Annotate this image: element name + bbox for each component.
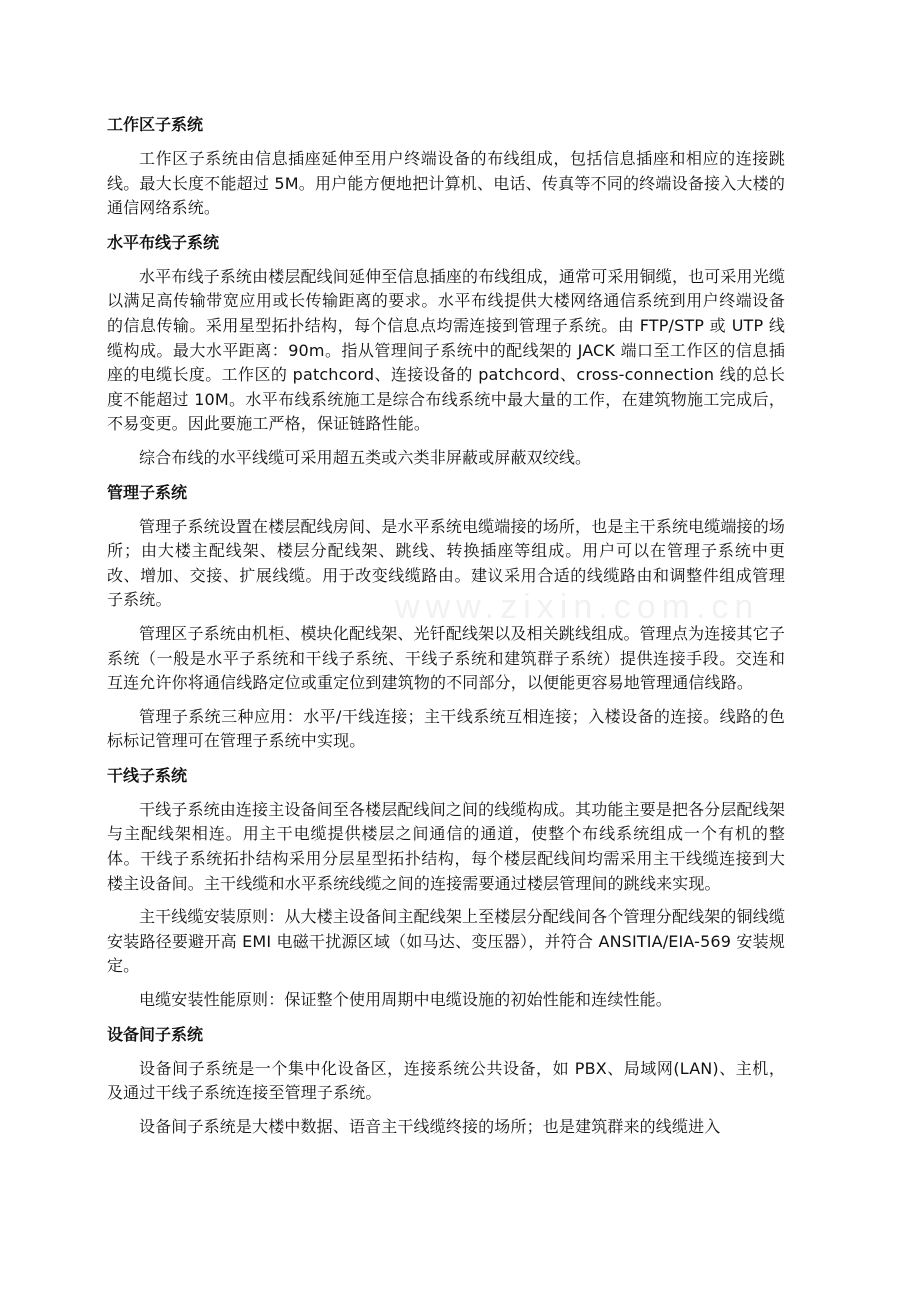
watermark: www.zixin.com.cn (395, 588, 760, 626)
section-horizontal-cabling (107, 230, 785, 471)
section-heading: 管理子系统 (107, 482, 188, 502)
section-heading: 设备间子系统 (107, 1024, 204, 1044)
paragraph: 综合布线的水平线缆可采用超五类或六类非屏蔽或屏蔽双绞线。 (139, 447, 592, 467)
section-heading: 水平布线子系统 (107, 232, 220, 252)
section-heading: 干线子系统 (107, 765, 188, 785)
paragraph: 工作区子系统由信息插座延伸至用户终端设备的布线组成，包括信息插座和相应的连接跳线。最大长度不能超过 5M。用户能方便地把计算机、电话、传真等不同的终端设备接入大楼的通信网络系统。 (107, 149, 785, 218)
paragraph: 管理子系统设置在楼层配线房间、是水平系统电缆端接的场所，也是主干系统电缆端接的场所；由大楼主配线架、楼层分配线架、跳线、转换插座等组成。用户可以在管理子系统中更改、增加、交接、扩展线缆。用于改变线缆路由。建议采用合适的线缆路由和调整件组成管理子系统。 (107, 516, 786, 610)
paragraph: 水平布线子系统由楼层配线间延伸至信息插座的布线组成，通常可采用铜缆，也可采用光缆以满足高传输带宽应用或长传输距离的要求。水平布线提供大楼网络通信系统到用户终端设备的信息传输。采用星型拓扑结构，每个信息点均需连接到管理子系统。由 FTP/STP 或 UTP 线缆构成。最大水平距离：90m。指从管理间子系统中的配线架的 JACK 端口至工作区的信息插座的电缆长度。工作区的 patchcord、连接设备的 patchcord、cross-connection 线的总长度不能超过 10M。水平布线系统施工是综合布线系统中最大量的工作，在建筑物施工完成后，不易变更。因此要施工严格，保证链路性能。 (107, 266, 786, 434)
paragraph: 干线子系统由连接主设备间至各楼层配线间之间的线缆构成。其功能主要是把各分层配线架与主配线架相连。用主干电缆提供楼层之间通信的通道，使整个布线系统组成一个有机的整体。干线子系统拓扑结构采用分层星型拓扑结构，每个楼层配线间均需采用主干线缆连接到大楼主设备间。主干线缆和水平系统线缆之间的连接需要通过楼层管理间的跳线来实现。 (107, 799, 786, 893)
paragraph: 电缆安装性能原则：保证整个使用周期中电缆设施的初始性能和连续性能。 (139, 990, 672, 1010)
section-backbone (107, 763, 785, 1013)
section-administration (107, 480, 785, 754)
section-heading: 工作区子系统 (107, 115, 204, 134)
paragraph: 主干线缆安装原则：从大楼主设备间主配线架上至楼层分配线间各个管理分配线架的铜线缆安装路径要避开高 EMI 电磁干扰源区域（如马达、变压器），并符合 ANSITIA/EIA-569 安装规定。 (107, 907, 786, 976)
section-equipment-room (107, 1022, 785, 1140)
paragraph: 设备间子系统是大楼中数据、语音主干线缆终接的场所；也是建筑群来的线缆进入 (139, 1116, 721, 1136)
paragraph: 管理区子系统由机柜、模块化配线架、光钎配线架以及相关跳线组成。管理点为连接其它子系统（一般是水平子系统和干线子系统、干线子系统和建筑群子系统）提供连接手段。交连和互连允许你将通信线路定位或重定位到建筑物的不同部分，以便能更容易地管理通信线路。 (107, 623, 786, 693)
paragraph: 设备间子系统是一个集中化设备区，连接系统公共设备，如 PBX、局域网(LAN)、主机，及通过干线子系统连接至管理子系统。 (107, 1058, 785, 1103)
paragraph: 管理子系统三种应用：水平/干线连接；主干线系统互相连接；入楼设备的连接。线路的色标标记管理可在管理子系统中实现。 (107, 706, 785, 751)
section-work-area (107, 112, 785, 221)
